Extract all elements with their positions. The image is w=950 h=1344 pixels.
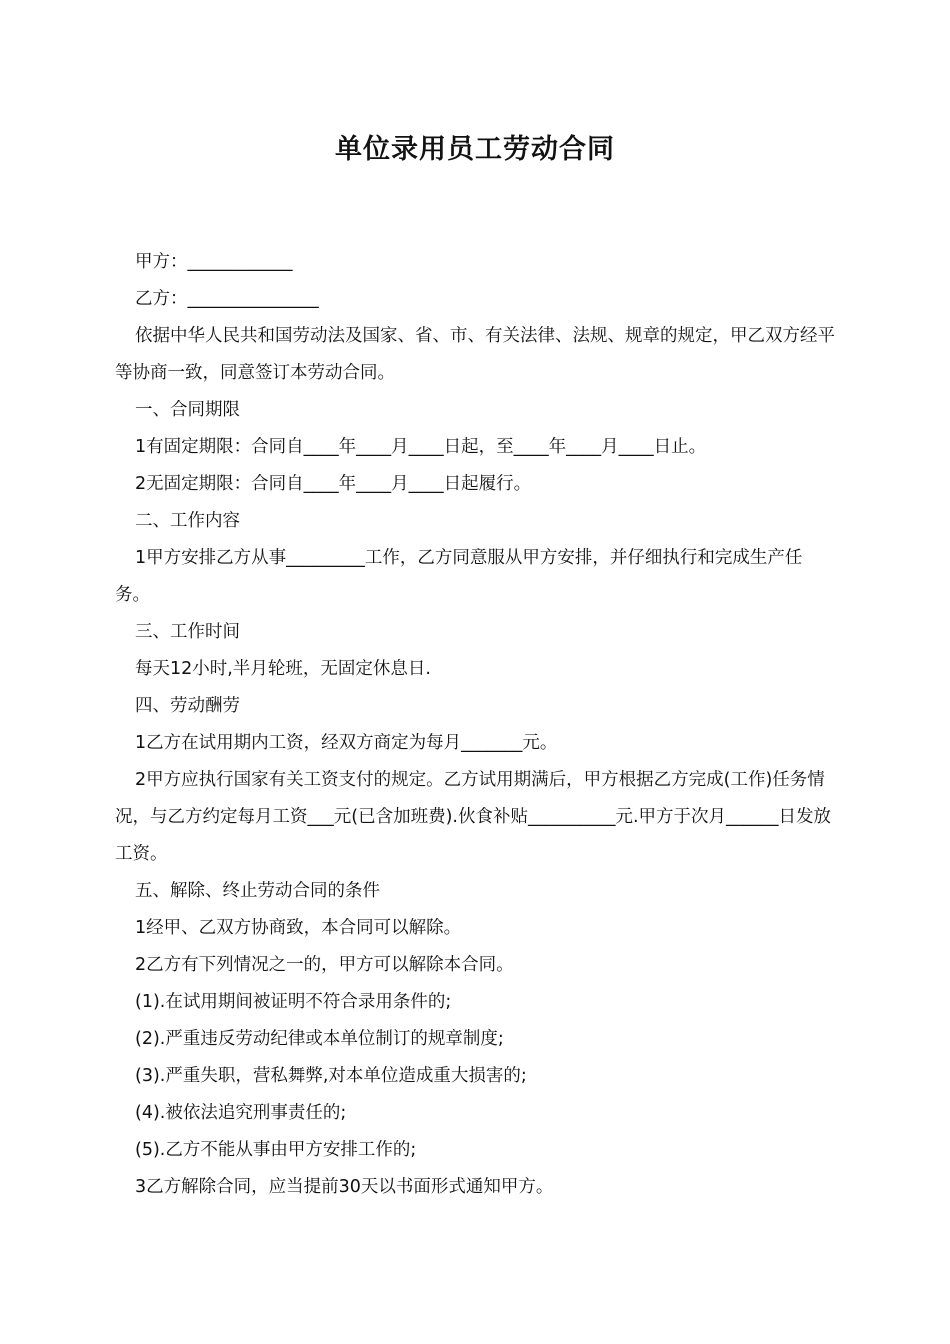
clause-fixed-term: 1有固定期限：合同自____年____月____日起，至____年____月____日止。: [135, 437, 707, 457]
list-item: (4).被依法追究刑事责任的;: [135, 1103, 347, 1123]
party-a-line: 甲方：____________: [135, 252, 293, 272]
section-heading-term: 一、合同期限: [135, 400, 240, 420]
list-item: (1).在试用期间被证明不符合录用条件的;: [135, 992, 452, 1012]
clause-open-term: 2无固定期限：合同自____年____月____日起履行。: [135, 474, 532, 494]
section-heading-work-content: 二、工作内容: [135, 511, 240, 531]
clause-employer-termination: 2乙方有下列情况之一的，甲方可以解除本合同。: [135, 955, 514, 975]
section-heading-termination: 五、解除、终止劳动合同的条件: [135, 881, 380, 901]
clause-employee-notice: 3乙方解除合同，应当提前30天以书面形式通知甲方。: [135, 1177, 554, 1197]
preamble-paragraph: 依据中华人民共和国劳动法及国家、省、市、有关法律、法规、规章的规定，甲乙双方经平等协商一致，同意签订本劳动合同。: [115, 326, 835, 383]
party-b-line: 乙方：_______________: [135, 289, 319, 309]
clause-work-hours: 每天12小时,半月轮班，无固定休息日.: [135, 659, 431, 679]
clause-job-assignment: 1甲方安排乙方从事_________工作，乙方同意服从甲方安排，并仔细执行和完成生产任务。: [115, 548, 803, 605]
list-item: (2).严重违反劳动纪律或本单位制订的规章制度;: [135, 1029, 504, 1049]
list-item: (3).严重失职，营私舞弊,对本单位造成重大损害的;: [135, 1066, 527, 1086]
list-item: (5).乙方不能从事由甲方安排工作的;: [135, 1140, 417, 1160]
section-heading-pay: 四、劳动酬劳: [135, 696, 240, 716]
clause-probation-pay: 1乙方在试用期内工资，经双方商定为每月_______元。: [135, 733, 558, 753]
document-body: [115, 244, 837, 1206]
clause-regular-pay: 2甲方应执行国家有关工资支付的规定。乙方试用期满后，甲方根据乙方完成(工作)任务情况，与乙方约定每月工资___元(已含加班费).伙食补贴__________元.甲方于次月______日发放工资。: [115, 770, 832, 864]
section-heading-work-hours: 三、工作时间: [135, 622, 240, 642]
document-title: 单位录用员工劳动合同: [335, 134, 615, 165]
clause-mutual-termination: 1经甲、乙双方协商致，本合同可以解除。: [135, 918, 462, 938]
